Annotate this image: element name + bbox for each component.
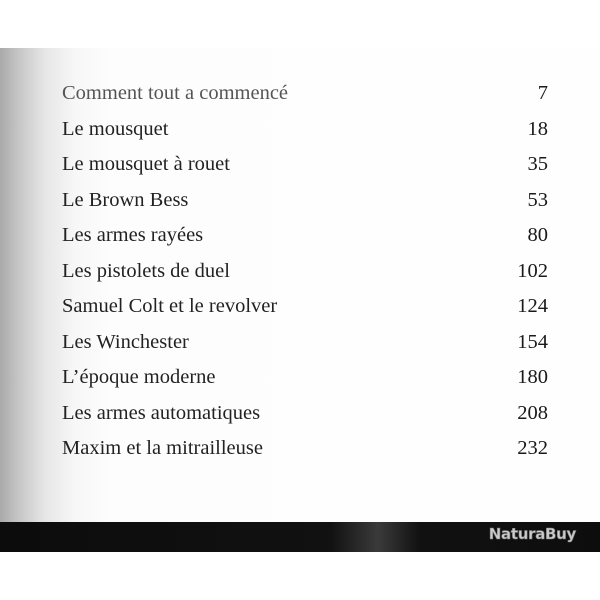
toc-title: Le Brown Bess: [62, 188, 189, 211]
toc-page: 154: [517, 330, 548, 353]
toc-title: Les pistolets de duel: [62, 259, 230, 282]
toc-page: 124: [517, 295, 548, 317]
toc-page: 180: [517, 366, 548, 388]
toc-entry: [62, 220, 548, 256]
toc-title: Les armes automatiques: [62, 401, 261, 424]
toc-page: 7: [537, 82, 548, 104]
toc-entry: [62, 362, 548, 398]
toc-title: Les armes rayées: [62, 224, 204, 246]
toc-entry: [62, 327, 548, 363]
toc-page: 208: [517, 401, 548, 424]
watermark-logo: NaturaBuy: [488, 525, 576, 543]
toc-title: Comment tout a commencé: [62, 82, 289, 104]
toc-page: 80: [527, 224, 548, 246]
toc-entry: [62, 291, 548, 327]
toc-title: Les Winchester: [62, 330, 189, 353]
toc-title: Maxim et la mitrailleuse: [62, 437, 263, 459]
toc-page: 232: [517, 437, 548, 459]
toc-page: 53: [527, 188, 548, 211]
toc-title: Samuel Colt et le revolver: [62, 295, 278, 317]
toc-entry: [62, 78, 548, 114]
toc-title: L’époque moderne: [62, 366, 216, 388]
toc-entry: [62, 114, 548, 150]
toc-title: Le mousquet: [62, 117, 169, 140]
table-of-contents: [62, 78, 548, 469]
toc-page: 18: [527, 117, 548, 140]
toc-entry: [62, 256, 548, 292]
toc-title: Le mousquet à rouet: [62, 153, 230, 175]
toc-entry: [62, 185, 548, 221]
toc-page: 35: [527, 153, 548, 175]
toc-page: 102: [517, 259, 548, 282]
toc-entry: [62, 398, 548, 434]
toc-entry: [62, 433, 548, 469]
toc-entry: [62, 149, 548, 185]
